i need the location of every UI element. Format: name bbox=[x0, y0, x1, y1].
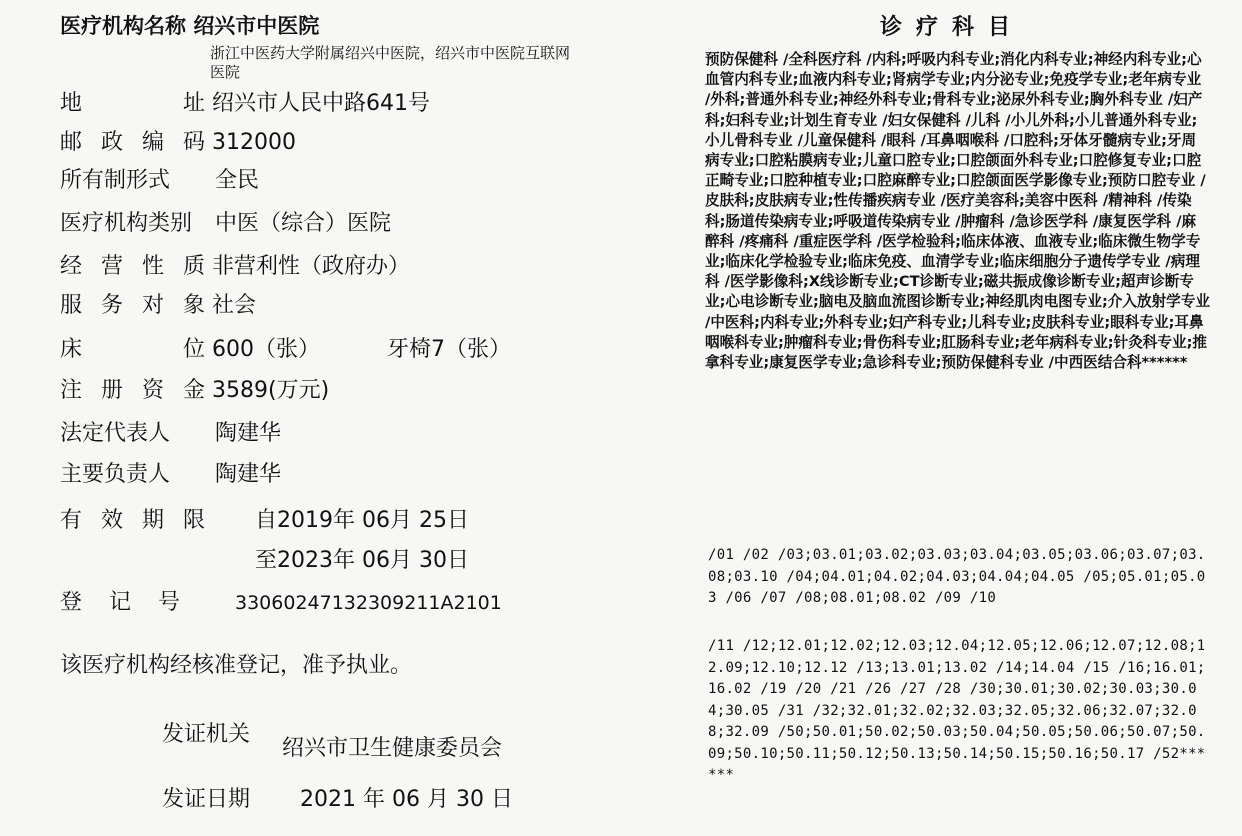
category-row bbox=[60, 206, 391, 237]
ownership-value: 全民 bbox=[215, 168, 260, 193]
principal-value: 陶建华 bbox=[215, 462, 282, 487]
valid-to: 至2023年 06月 30日 bbox=[255, 548, 469, 573]
ownership-row bbox=[60, 163, 259, 194]
address-row bbox=[60, 86, 430, 117]
license-right-panel bbox=[700, 0, 1230, 836]
issue-date-value: 2021 年 06 月 30 日 bbox=[300, 787, 513, 812]
validity-row bbox=[60, 503, 205, 534]
reg-no-label: 登 记 号 bbox=[60, 590, 180, 615]
issue-date-label: 发证日期 bbox=[162, 787, 251, 812]
principal-row bbox=[60, 457, 281, 488]
reg-no-value: 33060247132309211A2101 bbox=[235, 592, 502, 614]
beds-value: 600（张） bbox=[212, 337, 320, 362]
org-name-row bbox=[60, 10, 319, 40]
beds-label-b: 位 bbox=[182, 337, 205, 362]
reg-no-row bbox=[60, 585, 502, 616]
valid-from: 自2019年 06月 25日 bbox=[255, 508, 469, 533]
postcode-row bbox=[60, 125, 296, 156]
beds-label-a: 床 bbox=[60, 337, 83, 362]
org-name-label: 医疗机构名称 bbox=[60, 14, 186, 38]
service-label: 服 务 对 象 bbox=[60, 293, 205, 318]
legal-rep-value: 陶建华 bbox=[215, 421, 282, 446]
scope-codes-2: /11 /12;12.01;12.02;12.03;12.04;12.05;12.06;12.07;12.08;12.09;12.10;12.12 /13;13.01;13.02 /14;14.04 /15 /16;16.01;16.02 /19 /20 /21 /26 /27 /28 /30;30.01;30.02;30.03;30.04;30.05 /31 /32;32.01;32.02;32.03;32.05;32.06;32.07;32.08;32.09 /50;50.01;50.02;50.03;50.04;50.05;50.06;50.07;50.09;50.10;50.11;50.12;50.13;50.14;50.15;50.16;50.17 /52****** bbox=[708, 638, 1206, 783]
legal-rep-label: 法定代表人 bbox=[60, 421, 171, 446]
approval-statement: 该医疗机构经核准登记，准予执业。 bbox=[60, 653, 413, 678]
scope-subjects: 预防保健科 /全科医疗科 /内科;呼吸内科专业;消化内科专业;神经内科专业;心血管内科专业;血液内科专业;肾病学专业;内分泌专业;免疫学专业;老年病专业 /外科;普通外科专业;神经外科专业;骨科专业;泌尿外科专业;胸外科专业 /妇产科;妇科专业;计划生育专业 /妇女保健科 /儿科 /小儿外科;小儿普通外科专业;小儿骨科专业 /儿童保健科 /眼科 /耳鼻咽喉科 /口腔科;牙体牙髓病专业;牙周病专业;口腔粘膜病专业;儿童口腔专业;口腔颌面外科专业;口腔修复专业;口腔正畸专业;口腔种植专业;口腔麻醉专业;口腔颌面医学影像专业;预防口腔专业 /皮肤科;皮肤病专业;性传播疾病专业 /医疗美容科;美容中医科 /精神科 /传染科;肠道传染病专业;呼吸道传染病专业 /肿瘤科 /急诊医学科 /康复医学科 /麻醉科 /疼痛科 /重症医学科 /医学检验科;临床体液、血液专业;临床微生物学专业;临床化学检验专业;临床免疫、血清学专业;临床细胞分子遗传学专业 /病理科 /医学影像科;X线诊断专业;CT诊断专业;磁共振成像诊断专业;超声诊断专业;心电诊断专业;脑电及脑血流图诊断专业;神经肌肉电图专业;介入放射学专业 /中医科;内科专业;外科专业;妇产科专业;儿科专业;皮肤科专业;眼科专业;耳鼻咽喉科专业;肿瘤科专业;骨伤科专业;肛肠科专业;老年病科专业;针灸科专业;推拿科专业;康复医学专业;急诊科专业;预防保健科专业 /中西医结合科****** bbox=[705, 51, 1210, 372]
scope-codes-1: /01 /02 /03;03.01;03.02;03.03;03.04;03.05;03.06;03.07;03.08;03.10 /04;04.01;04.02;04.03;04.04;04.05 /05;05.01;05.03 /06 /07 /08;08.01;08.02 /09 /10 bbox=[708, 547, 1206, 606]
nature-row bbox=[60, 249, 410, 280]
dental-chairs-value: 牙椅7（张） bbox=[387, 337, 511, 362]
beds-row bbox=[60, 332, 511, 363]
capital-value: 3589(万元) bbox=[212, 378, 330, 403]
capital-row bbox=[60, 373, 329, 404]
category-value: 中医（综合）医院 bbox=[215, 211, 392, 236]
org-name-value: 绍兴市中医院 bbox=[193, 14, 320, 38]
issuer-label: 发证机关 bbox=[162, 722, 251, 747]
nature-value: 非营利性（政府办） bbox=[212, 254, 411, 279]
address-label-b: 址 bbox=[182, 91, 205, 116]
postcode-value: 312000 bbox=[212, 130, 296, 155]
address-label-a: 地 bbox=[60, 91, 83, 116]
scope-title: 诊疗科目 bbox=[880, 15, 1025, 40]
issuer-value: 绍兴市卫生健康委员会 bbox=[282, 736, 503, 761]
postcode-label: 邮 政 编 码 bbox=[60, 130, 205, 155]
org-alias: 浙江中医药大学附属绍兴中医院，绍兴市中医院互联网医院 bbox=[210, 44, 571, 81]
capital-label: 注 册 资 金 bbox=[60, 378, 205, 403]
address-value: 绍兴市人民中路641号 bbox=[212, 91, 430, 116]
validity-label: 有 效 期 限 bbox=[60, 508, 205, 533]
service-value: 社会 bbox=[212, 293, 257, 318]
ownership-label: 所有制形式 bbox=[60, 168, 171, 193]
nature-label: 经 营 性 质 bbox=[60, 254, 205, 279]
category-label: 医疗机构类别 bbox=[60, 211, 193, 236]
legal-rep-row bbox=[60, 416, 281, 447]
principal-label: 主要负责人 bbox=[60, 462, 171, 487]
service-row bbox=[60, 288, 256, 319]
